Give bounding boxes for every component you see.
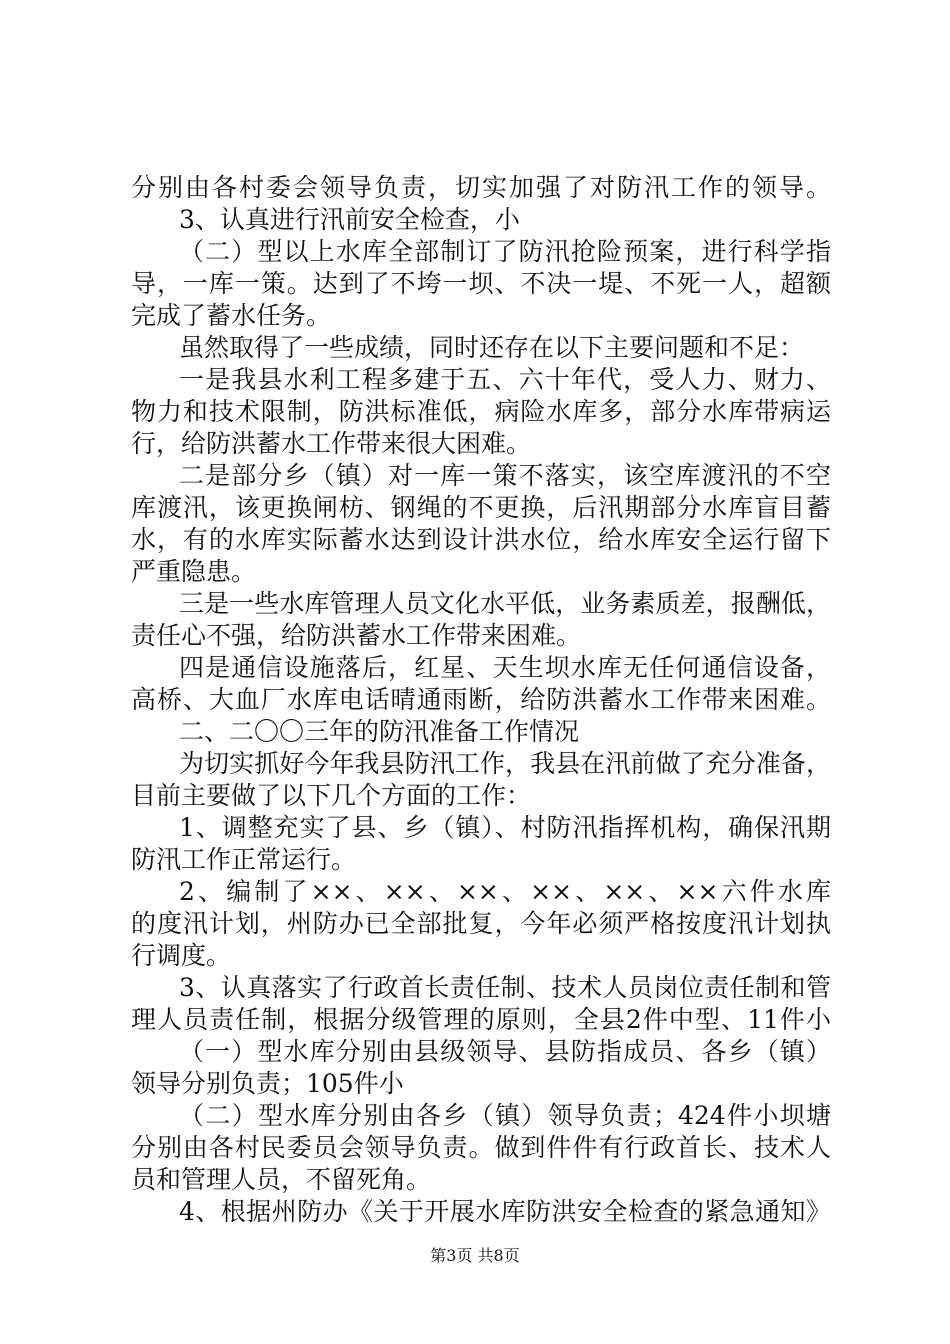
text-line: 二是部分乡（镇）对一库一策不落实，该空库渡汛的不空 <box>179 461 831 490</box>
text-line: 虽然取得了一些成绩，同时还存在以下主要问题和不足： <box>179 333 805 362</box>
text-line: 分别由各村委会领导负责，切实加强了对防汛工作的领导。 <box>131 173 831 202</box>
text-line: 4、根据州防办《关于开展水库防洪安全检查的紧急通知》 <box>179 1197 831 1226</box>
text-line: 3、认真进行汛前安全检查，小 <box>179 205 520 234</box>
text-line: 行调度。 <box>131 941 232 970</box>
text-line: 的度汛计划，州防办已全部批复，今年必须严格按度汛计划执 <box>131 909 831 938</box>
text-line: 分别由各村民委员会领导负责。做到件件有行政首长、技术人 <box>131 1133 831 1162</box>
text-line: 水，有的水库实际蓄水达到设计洪水位，给水库安全运行留下 <box>131 525 831 554</box>
text-line: 1、调整充实了县、乡（镇）、村防汛指挥机构，确保汛期 <box>179 813 831 842</box>
text-line: 领导分别负责；105件小 <box>131 1069 404 1098</box>
document-body <box>131 172 831 1228</box>
text-line: （二）型以上水库全部制订了防汛抢险预案，进行科学指 <box>179 237 831 266</box>
text-line: 3、认真落实了行政首长责任制、技术人员岗位责任制和管 <box>179 973 831 1002</box>
page-footer: 第3页 共8页 <box>430 1246 520 1265</box>
text-line: 员和管理人员，不留死角。 <box>131 1165 432 1194</box>
text-line: （二）型水库分别由各乡（镇）领导负责；424件小坝塘 <box>179 1101 831 1130</box>
text-line: 四是通信设施落后，红星、天生坝水库无任何通信设备， <box>179 653 831 682</box>
text-line: 库渡汛，该更换闸枋、钢绳的不更换，后汛期部分水库盲目蓄 <box>131 493 831 522</box>
text-line: 高桥、大血厂水库电话晴通雨断，给防洪蓄水工作带来困难。 <box>131 685 831 714</box>
text-line: 二、二〇〇三年的防汛准备工作情况 <box>179 717 580 746</box>
text-line: （一）型水库分别由县级领导、县防指成员、各乡（镇） <box>179 1037 831 1066</box>
text-line: 为切实抓好今年我县防汛工作，我县在汛前做了充分准备， <box>179 749 831 778</box>
text-line: 完成了蓄水任务。 <box>131 301 332 330</box>
text-line: 目前主要做了以下几个方面的工作： <box>131 781 532 810</box>
text-line: 行，给防洪蓄水工作带来很大困难。 <box>131 429 532 458</box>
text-line: 防汛工作正常运行。 <box>131 845 357 874</box>
text-line: 严重隐患。 <box>131 557 257 586</box>
text-line: 三是一些水库管理人员文化水平低，业务素质差，报酬低， <box>179 589 831 618</box>
text-line: 2、编制了××、××、××、××、××、××六件水库 <box>179 877 831 906</box>
text-line: 导，一库一策。达到了不垮一坝、不决一堤、不死一人，超额 <box>131 269 831 298</box>
text-line: 责任心不强，给防洪蓄水工作带来困难。 <box>131 621 582 650</box>
text-line: 物力和技术限制，防洪标准低，病险水库多，部分水库带病运 <box>131 397 831 426</box>
text-line: 理人员责任制，根据分级管理的原则，全县2件中型、11件小 <box>131 1005 831 1034</box>
text-line: 一是我县水利工程多建于五、六十年代，受人力、财力、 <box>179 365 831 394</box>
